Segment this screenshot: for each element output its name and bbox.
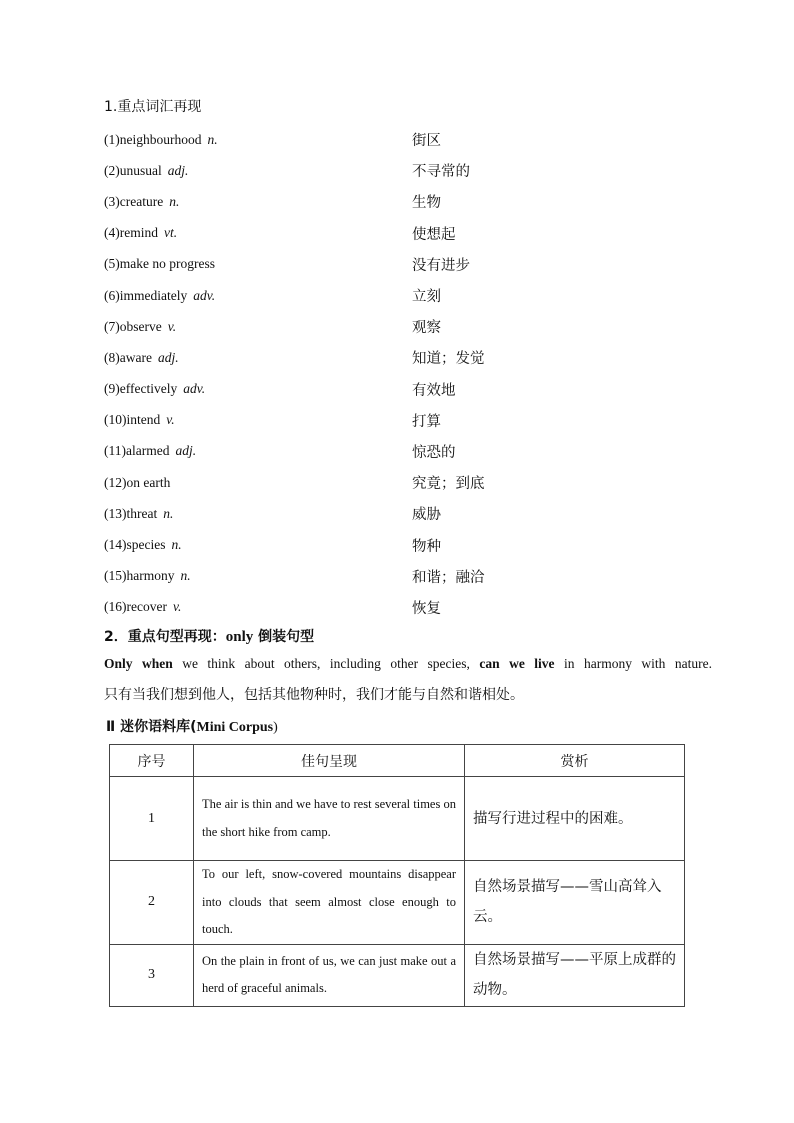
corpus-title-suffix: ) <box>273 720 278 735</box>
vocab-word: (16)recover <box>104 599 167 615</box>
row-analysis: 自然场景描写——雪山高耸入云。 <box>465 861 685 945</box>
vocab-chinese: 打算 <box>412 413 441 430</box>
vocab-english <box>104 381 412 397</box>
vocab-english <box>104 506 412 522</box>
vocab-word: (14)species <box>104 537 166 553</box>
vocab-part-of-speech: adj. <box>157 349 179 365</box>
sentence-bold-inversion: can we live <box>479 656 555 671</box>
section-2-title-suffix: 倒装句型 <box>253 629 315 645</box>
vocab-chinese: 和谐；融洽 <box>412 569 485 586</box>
vocab-word: (12)on earth <box>104 474 171 490</box>
vocabulary-list <box>104 124 664 623</box>
sentence-middle: we think about others, including other species, <box>172 656 480 671</box>
vocab-english <box>104 568 412 584</box>
vocab-item <box>104 592 664 623</box>
vocab-word: (3)creature <box>104 193 164 209</box>
vocab-chinese: 立刻 <box>412 289 441 306</box>
row-number: 3 <box>110 944 194 1006</box>
vocab-english <box>104 194 412 210</box>
vocab-part-of-speech: v. <box>167 318 177 334</box>
vocab-item <box>104 498 664 529</box>
row-analysis: 自然场景描写——平原上成群的动物。 <box>465 944 685 1006</box>
vocab-chinese: 观察 <box>412 320 441 337</box>
corpus-heading <box>106 716 278 736</box>
vocab-chinese: 知道；发觉 <box>412 351 485 368</box>
vocab-english <box>104 225 412 241</box>
vocab-item <box>104 155 664 186</box>
vocab-part-of-speech: n. <box>171 537 182 553</box>
vocab-word: (7)observe <box>104 318 162 334</box>
table-row <box>110 944 685 1006</box>
section-2-heading <box>104 626 314 646</box>
vocab-item <box>104 436 664 467</box>
section-1-heading: 1.重点词汇再现 <box>104 99 202 115</box>
row-sentence: To our left, snow-covered mountains disappear into clouds that seem almost close enough to touch. <box>194 861 465 945</box>
vocab-english <box>104 350 412 366</box>
vocab-part-of-speech: n. <box>180 568 191 584</box>
vocab-chinese: 没有进步 <box>412 257 470 274</box>
sentence-translation: 只有当我们想到他人，包括其他物种时，我们才能与自然和谐相处。 <box>104 687 524 703</box>
vocab-part-of-speech: adv. <box>193 287 216 303</box>
vocab-item <box>104 529 664 560</box>
vocab-english <box>104 288 412 304</box>
row-sentence: The air is thin and we have to rest several times on the short hike from camp. <box>194 777 465 861</box>
row-analysis: 描写行进过程中的困难。 <box>465 777 685 861</box>
vocab-part-of-speech: adj. <box>175 443 197 459</box>
vocab-part-of-speech: adj. <box>167 162 189 178</box>
vocab-word: (11)alarmed <box>104 443 170 459</box>
vocab-english <box>104 475 412 491</box>
header-number: 序号 <box>110 745 194 777</box>
vocab-item <box>104 124 664 155</box>
vocab-part-of-speech: v. <box>166 412 175 428</box>
table-header-row <box>110 745 685 777</box>
row-sentence: On the plain in front of us, we can just make out a herd of graceful animals. <box>194 944 465 1006</box>
vocab-english <box>104 443 412 459</box>
vocab-item <box>104 186 664 217</box>
section-2-title-prefix: 2．重点句型再现： <box>104 629 226 645</box>
row-number: 2 <box>110 861 194 945</box>
vocab-chinese: 惊恐的 <box>412 444 456 461</box>
vocab-word: (8)aware <box>104 349 152 365</box>
vocab-item <box>104 218 664 249</box>
row-number: 1 <box>110 777 194 861</box>
vocab-english <box>104 537 412 553</box>
vocab-item <box>104 561 664 592</box>
vocab-chinese: 街区 <box>412 133 441 150</box>
section-2-title-keyword: only <box>225 629 254 645</box>
vocab-part-of-speech: n. <box>169 193 180 209</box>
vocab-word: (13)threat <box>104 505 158 521</box>
header-sentence: 佳句呈现 <box>194 745 465 777</box>
vocab-item <box>104 342 664 373</box>
vocab-chinese: 究竟；到底 <box>412 476 485 493</box>
sentence-bold-only-when: Only when <box>104 656 173 671</box>
vocab-english <box>104 132 412 148</box>
vocab-part-of-speech: vt. <box>163 225 178 241</box>
corpus-title-bold: Mini Corpus <box>196 720 274 735</box>
corpus-title-prefix: Ⅱ 迷你语料库( <box>106 719 197 735</box>
vocab-item <box>104 374 664 405</box>
vocab-item <box>104 311 664 342</box>
vocab-word: (1)neighbourhood <box>104 131 202 147</box>
vocab-word: (6)immediately <box>104 287 188 303</box>
sentence-end: in harmony with nature. <box>554 656 712 671</box>
vocab-word: (10)intend <box>104 412 161 428</box>
table-row <box>110 861 685 945</box>
vocab-part-of-speech: n. <box>207 131 218 147</box>
vocab-part-of-speech: adv. <box>183 381 206 397</box>
example-sentence <box>104 656 712 672</box>
vocab-item <box>104 280 664 311</box>
vocab-english <box>104 412 412 428</box>
vocab-item <box>104 249 664 280</box>
vocab-chinese: 物种 <box>412 538 441 555</box>
vocab-item <box>104 405 664 436</box>
vocab-part-of-speech: v. <box>172 599 182 615</box>
table-row <box>110 777 685 861</box>
vocab-word: (5)make no progress <box>104 256 215 272</box>
vocab-english <box>104 256 412 272</box>
vocab-english <box>104 163 412 179</box>
vocab-chinese: 生物 <box>412 195 441 212</box>
vocab-chinese: 恢复 <box>412 600 441 617</box>
vocab-english <box>104 319 412 335</box>
vocab-chinese: 有效地 <box>412 382 456 399</box>
corpus-table <box>109 744 685 1007</box>
vocab-item <box>104 467 664 498</box>
vocab-word: (2)unusual <box>104 162 162 178</box>
vocab-chinese: 使想起 <box>412 226 456 243</box>
vocab-word: (4)remind <box>104 225 158 241</box>
header-analysis: 赏析 <box>465 745 685 777</box>
vocab-word: (15)harmony <box>104 568 175 584</box>
vocab-part-of-speech: n. <box>163 505 174 521</box>
vocab-chinese: 威胁 <box>412 507 441 524</box>
vocab-chinese: 不寻常的 <box>412 164 470 181</box>
vocab-english <box>104 599 412 615</box>
vocab-word: (9)effectively <box>104 381 178 397</box>
